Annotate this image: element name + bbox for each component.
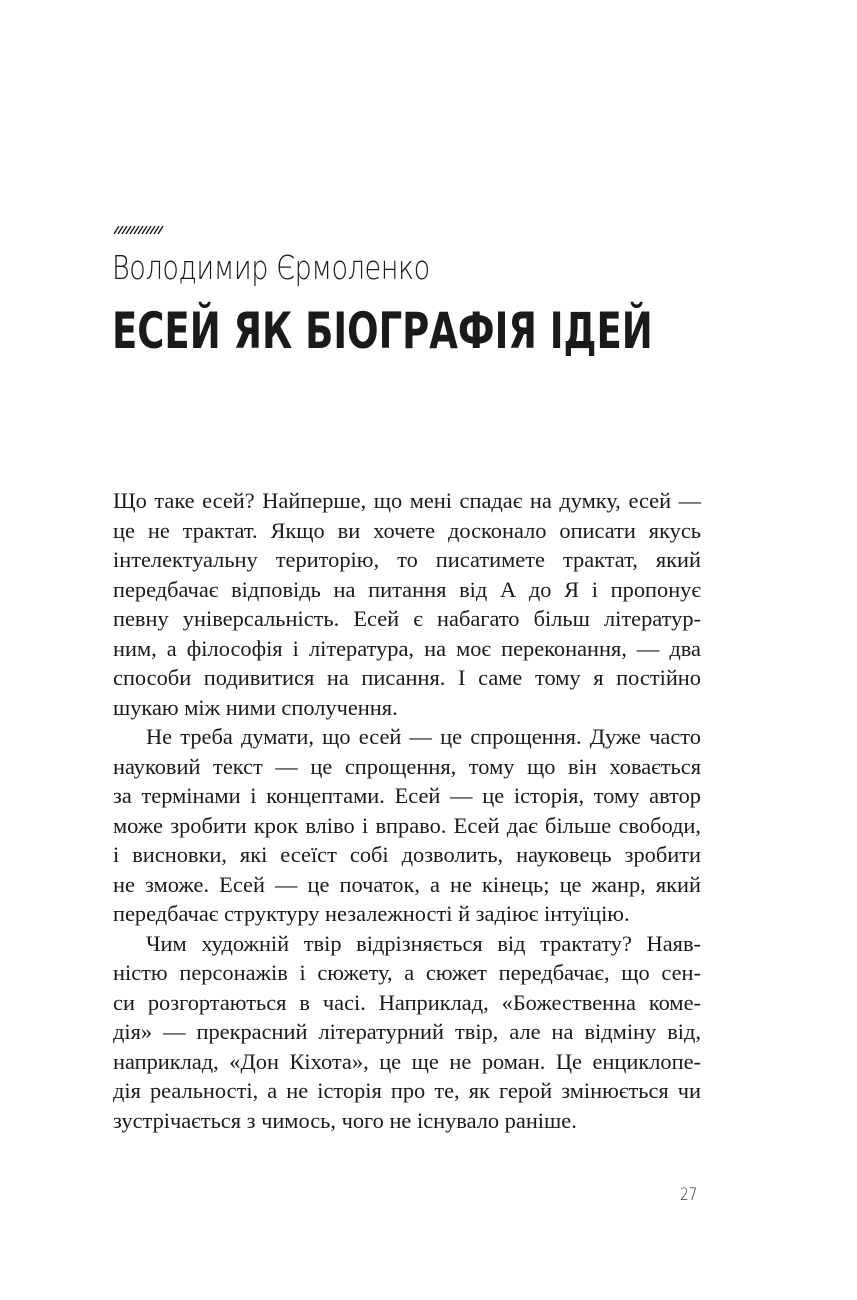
- text-line: Не треба думати, що есей — це спрощення. Дуже часто: [146, 724, 701, 749]
- text-line: зустрічається з чимось, чого не існувало раніше.: [113, 1107, 577, 1133]
- text-line: дія реальності, а не історія про те, як герой змінюється чи: [113, 1078, 701, 1103]
- text-line: за термінами і концептами. Есей — це історія, тому автор: [113, 783, 701, 808]
- paragraph-1: [113, 486, 701, 722]
- text-line: науковий текст — це спрощення, тому що він ховається: [113, 753, 701, 779]
- body-text: [113, 486, 701, 1135]
- text-line: може зробити крок вліво і вправо. Есей дає більше свободи,: [113, 812, 701, 838]
- text-line: Що таке есей? Найперше, що мені спадає на думку, есей —: [113, 488, 701, 513]
- text-line: передбачає відповідь на питання від А до Я і пропонує: [113, 576, 701, 602]
- text-line: певну універсальність. Есей є набагато більш літератур-: [113, 606, 701, 631]
- author-name: Володимир Єрмоленко: [112, 248, 430, 287]
- paragraph-2: [113, 722, 701, 929]
- chapter-title: ЕСЕЙ ЯК БІОГРАФІЯ ІДЕЙ: [112, 302, 653, 360]
- text-line: Чим художній твір відрізняється від трактату? Наяв-: [146, 930, 701, 956]
- text-line: і висновки, які есеїст собі дозволить, науковець зробити: [113, 842, 701, 867]
- text-line: ним, а філософія і література, на моє переконання, — два: [113, 635, 701, 661]
- page-number: 27: [680, 1185, 698, 1205]
- text-line: си розгортаються в часі. Наприклад, «Божественна коме-: [113, 989, 701, 1015]
- paragraph-3: [113, 929, 701, 1136]
- text-line: ністю персонажів і сюжету, а сюжет передбачає, що сен-: [113, 960, 701, 985]
- text-line: це не трактат. Якщо ви хочете досконало описати якусь: [113, 517, 701, 543]
- text-line: дія» — прекрасний літературний твір, але на відміну від,: [113, 1019, 701, 1044]
- decorative-hatch-mark: [114, 226, 164, 234]
- text-line: способи подивитися на писання. І саме тому я постійно: [113, 665, 701, 690]
- text-line: інтелектуальну територію, то писатимете трактат, який: [113, 547, 701, 572]
- text-line: наприклад, «Дон Кіхота», це ще не роман. Це енциклопе-: [113, 1048, 701, 1074]
- text-line: шукаю між ними сполучення.: [113, 694, 398, 720]
- text-line: передбачає структуру незалежності й задіює інтуїцію.: [113, 901, 630, 926]
- text-line: не зможе. Есей — це початок, а не кінець; це жанр, який: [113, 871, 701, 897]
